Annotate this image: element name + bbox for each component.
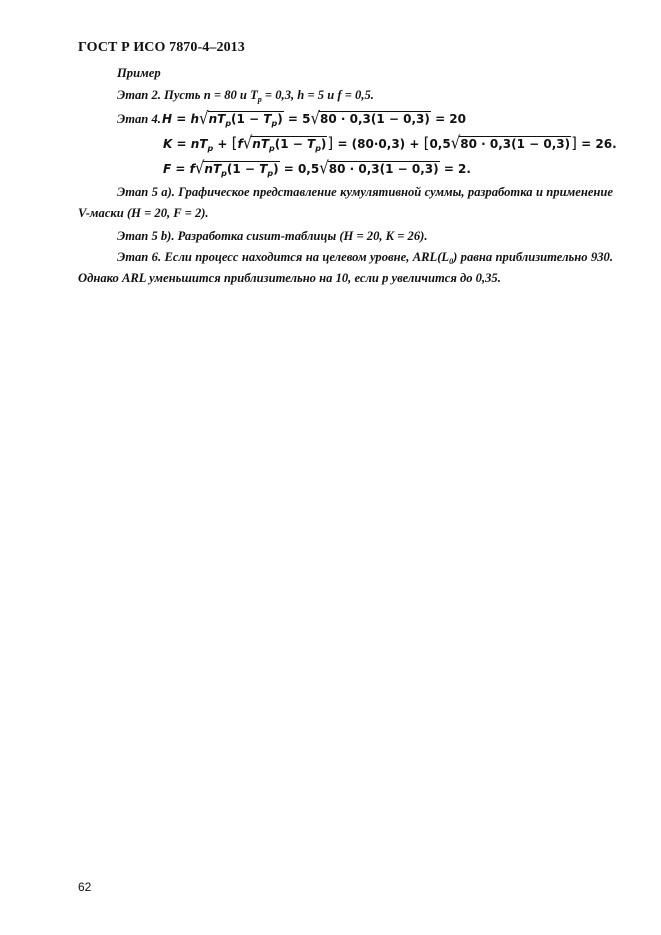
step-5b-text: Этап 5 b). Разработка cusum-таблицы (H = 20, K = 26). xyxy=(117,229,428,243)
formula-f: $F = f√nT_p(1 - T_p) = 0,5√80 \cdot 0,3(1 - 0,3) = 2$. xyxy=(163,159,471,181)
step-4-label: Этап 4. xyxy=(117,112,161,126)
step-2-text: Этап 2. Пусть n = 80 и $T_p = 0,3$, h = 5 и f = 0,5. xyxy=(117,88,374,104)
formula-k: $K = nT_p + [f√nT_p(1 - T_p)] = (80\cdot 0,3) + [0,5√80 \cdot 0,3(1 - 0,3)] = 26$. xyxy=(163,134,617,156)
page-number: 62 xyxy=(78,880,92,894)
step-6-line-2: Однако ARL уменьшится приблизительно на 10, если р увеличится до 0,35. xyxy=(78,271,501,285)
step-5a-line-2: V-маски (H = 20, F = 2). xyxy=(78,206,209,220)
example-heading: Пример xyxy=(117,66,161,80)
step-6-line-1: Этап 6. Если процесс находится на целевом уровне, $ARL(L_0)$ равна приблизительно 930. xyxy=(117,250,613,266)
formula-h: $H = h√nT_p(1 - T_p) = 5√80 \cdot 0,3(1 - 0,3) = 20$ xyxy=(162,109,466,131)
step-5a-line-1: Этап 5 а). Графическое представление кумулятивной суммы, разработка и применение xyxy=(117,185,613,199)
document-header: ГОСТ Р ИСО 7870-4–2013 xyxy=(78,40,245,55)
